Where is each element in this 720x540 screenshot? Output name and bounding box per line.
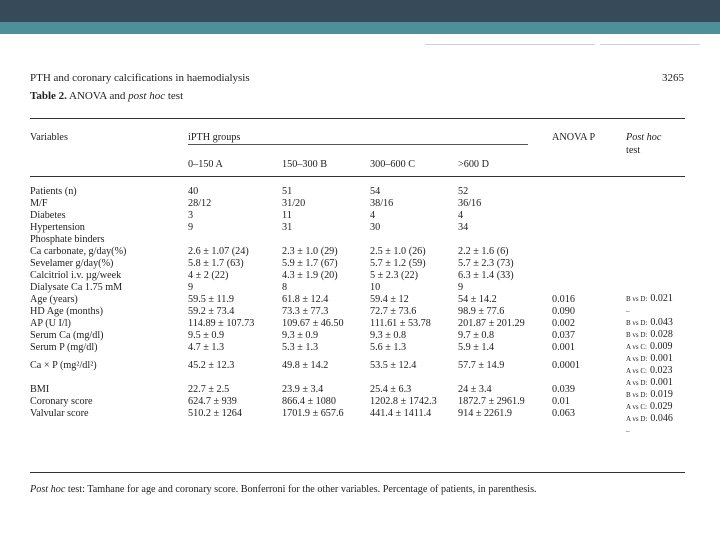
posthoc-entry [626,354,673,364]
row-label: Dialysate Ca 1.75 mM [30,282,123,293]
group-b-cell: 31 [282,222,293,233]
page-number: 3265 [662,72,684,84]
group-d-cell: 6.3 ± 1.4 (33) [458,270,514,281]
anova-p-cell: 0.016 [552,294,575,305]
group-a-cell: 59.2 ± 73.4 [188,306,235,317]
group-b-cell: 1701.9 ± 657.6 [282,408,344,419]
group-b-cell: 9.3 ± 0.9 [282,330,319,341]
posthoc-entry [626,342,673,352]
group-d-cell: 36/16 [458,198,482,209]
col-header-variables: Variables [30,132,68,143]
row-label: Serum P (mg/dl) [30,342,98,353]
group-b-cell: 5.3 ± 1.3 [282,342,319,353]
group-a-cell: 40 [188,186,199,197]
group-b-cell: 31/20 [282,198,306,209]
posthoc-value: 0.021 [650,293,673,304]
posthoc-value: 0.019 [650,389,673,400]
group-a-cell: 9 [188,282,194,293]
row-label: Ca × P (mg²/dl²) [30,360,97,371]
col-header-groups: iPTH groups [188,132,241,143]
group-a-cell: 45.2 ± 12.3 [188,360,235,371]
group-b-cell: 4.3 ± 1.9 (20) [282,270,338,281]
group-c-cell: 1202.8 ± 1742.3 [370,396,437,407]
posthoc-value: 0.001 [650,377,673,388]
anova-p-cell: 0.0001 [552,360,581,371]
group-c-cell: 9.3 ± 0.8 [370,330,407,341]
posthoc-entry [626,426,633,436]
group-b-cell: 5.9 ± 1.7 (67) [282,258,338,269]
group-a-cell: 59.5 ± 11.9 [188,294,234,305]
posthoc-pair: A vs D: [626,415,648,423]
group-b-cell: 23.9 ± 3.4 [282,384,324,395]
col-header-anova: ANOVA P [552,132,596,143]
posthoc-value: 0.001 [650,353,673,364]
posthoc-pair: A vs D: [626,379,648,387]
group-d-cell: 24 ± 3.4 [458,384,492,395]
row-label: Age (years) [30,294,78,305]
group-c-cell: 5.6 ± 1.3 [370,342,407,353]
group-c-cell: 59.4 ± 12 [370,294,409,305]
posthoc-entry [626,366,673,376]
group-d-cell: 914 ± 2261.9 [458,408,512,419]
posthoc-entry [626,330,673,340]
group-c-cell: 5.7 ± 1.2 (59) [370,258,426,269]
group-b-cell: 11 [282,210,292,221]
group-header-b: 150–300 B [282,159,327,170]
row-label: Coronary score [30,396,93,407]
posthoc-pair: B vs D: [626,295,648,303]
posthoc-value: 0.046 [650,413,673,424]
row-label: BMI [30,384,50,395]
group-header-c: 300–600 C [370,159,415,170]
posthoc-entry [626,318,673,328]
group-d-cell: 9.7 ± 0.8 [458,330,495,341]
col-header-posthoc-2: test [626,145,641,156]
row-label: Serum Ca (mg/dl) [30,330,104,341]
group-a-cell: 4.7 ± 1.3 [188,342,225,353]
group-c-cell: 38/16 [370,198,394,209]
anova-p-cell: 0.001 [552,342,575,353]
posthoc-pair: – [626,307,630,315]
group-b-cell: 73.3 ± 77.3 [282,306,329,317]
anova-p-cell: 0.039 [552,384,575,395]
group-a-cell: 22.7 ± 2.5 [188,384,230,395]
group-a-cell: 510.2 ± 1264 [188,408,242,419]
group-a-cell: 4 ± 2 (22) [188,270,229,281]
group-d-cell: 2.2 ± 1.6 (6) [458,246,509,257]
decorative-line [600,44,700,45]
group-b-cell: 109.67 ± 46.50 [282,318,344,329]
row-label: Phosphate binders [30,234,105,245]
slide-accent-bar [0,22,720,34]
row-label: Ca carbonate, g/day(%) [30,246,127,257]
posthoc-value: 0.023 [650,365,673,376]
posthoc-pair: A vs C: [626,367,648,375]
group-d-cell: 57.7 ± 14.9 [458,360,505,371]
posthoc-entry [626,378,673,388]
slide-top-bar [0,0,720,22]
group-b-cell: 61.8 ± 12.4 [282,294,329,305]
anova-p-cell: 0.090 [552,306,575,317]
posthoc-entry [626,294,673,304]
anova-p-cell: 0.002 [552,318,575,329]
table-bottom-rule [30,472,685,473]
group-b-cell: 866.4 ± 1080 [282,396,336,407]
group-a-cell: 114.89 ± 107.73 [188,318,255,329]
posthoc-value: 0.043 [650,317,673,328]
group-d-cell: 54 ± 14.2 [458,294,497,305]
group-d-cell: 5.9 ± 1.4 [458,342,495,353]
group-b-cell: 51 [282,186,293,197]
group-d-cell: 9 [458,282,464,293]
group-c-cell: 72.7 ± 73.6 [370,306,417,317]
anova-p-cell: 0.063 [552,408,575,419]
group-header-a: 0–150 A [188,159,223,170]
row-label: Sevelamer g/day(%) [30,258,114,269]
posthoc-pair: A vs C: [626,403,648,411]
row-label: AP (U I/l) [30,318,71,329]
posthoc-entry [626,390,673,400]
group-a-cell: 624.7 ± 939 [188,396,237,407]
group-d-cell: 34 [458,222,469,233]
group-c-cell: 30 [370,222,381,233]
group-d-cell: 52 [458,186,469,197]
posthoc-entry [626,414,673,424]
running-title: PTH and coronary calcifications in haemodialysis [30,72,250,84]
group-c-cell: 2.5 ± 1.0 (26) [370,246,426,257]
group-a-cell: 3 [188,210,194,221]
group-c-cell: 111.61 ± 53.78 [370,318,431,329]
row-label: Patients (n) [30,186,77,197]
table-title: Table 2. ANOVA and post hoc test [30,90,184,102]
row-label: Diabetes [30,210,66,221]
anova-p-cell: 0.037 [552,330,575,341]
row-label: HD Age (months) [30,306,104,317]
group-c-cell: 10 [370,282,381,293]
row-label: M/F [30,198,48,209]
posthoc-entry [626,306,633,316]
group-b-cell: 8 [282,282,288,293]
group-a-cell: 2.6 ± 1.07 (24) [188,246,249,257]
row-label: Valvular score [30,408,89,419]
group-d-cell: 5.7 ± 2.3 (73) [458,258,514,269]
group-header-d: >600 D [458,159,489,170]
group-a-cell: 28/12 [188,198,212,209]
group-c-cell: 4 [370,210,376,221]
group-a-cell: 5.8 ± 1.7 (63) [188,258,244,269]
group-d-cell: 4 [458,210,464,221]
group-c-cell: 25.4 ± 6.3 [370,384,412,395]
group-d-cell: 1872.7 ± 2961.9 [458,396,525,407]
posthoc-pair: B vs D: [626,331,648,339]
posthoc-pair: B vs D: [626,319,648,327]
group-b-cell: 49.8 ± 14.2 [282,360,329,371]
group-c-cell: 53.5 ± 12.4 [370,360,417,371]
table-footnote: Post hoc test: Tamhane for age and coronary score. Bonferroni for the other variables. Percentage of patients, in parenthesis. [30,484,537,495]
posthoc-pair: A vs D: [626,355,648,363]
group-d-cell: 201.87 ± 201.29 [458,318,525,329]
row-label: Hypertension [30,222,85,233]
posthoc-pair: – [626,427,630,435]
posthoc-pair: A vs C: [626,343,648,351]
posthoc-value: 0.028 [650,329,673,340]
posthoc-value: 0.009 [650,341,673,352]
row-label: Calcitriol i.v. µg/week [30,270,122,281]
posthoc-entry [626,402,673,412]
group-a-cell: 9 [188,222,194,233]
group-c-cell: 5 ± 2.3 (22) [370,270,419,281]
anova-p-cell: 0.01 [552,396,570,407]
group-c-cell: 54 [370,186,381,197]
posthoc-value: 0.029 [650,401,673,412]
group-c-cell: 441.4 ± 1411.4 [370,408,432,419]
group-d-cell: 98.9 ± 77.6 [458,306,505,317]
decorative-line [425,44,595,45]
running-header [30,72,690,84]
groups-rule [188,144,528,145]
group-b-cell: 2.3 ± 1.0 (29) [282,246,338,257]
posthoc-pair: B vs D: [626,391,648,399]
group-a-cell: 9.5 ± 0.9 [188,330,225,341]
col-header-posthoc: Post hoc [626,132,662,143]
table-top-rule [30,118,685,119]
header-bottom-rule [30,176,685,177]
